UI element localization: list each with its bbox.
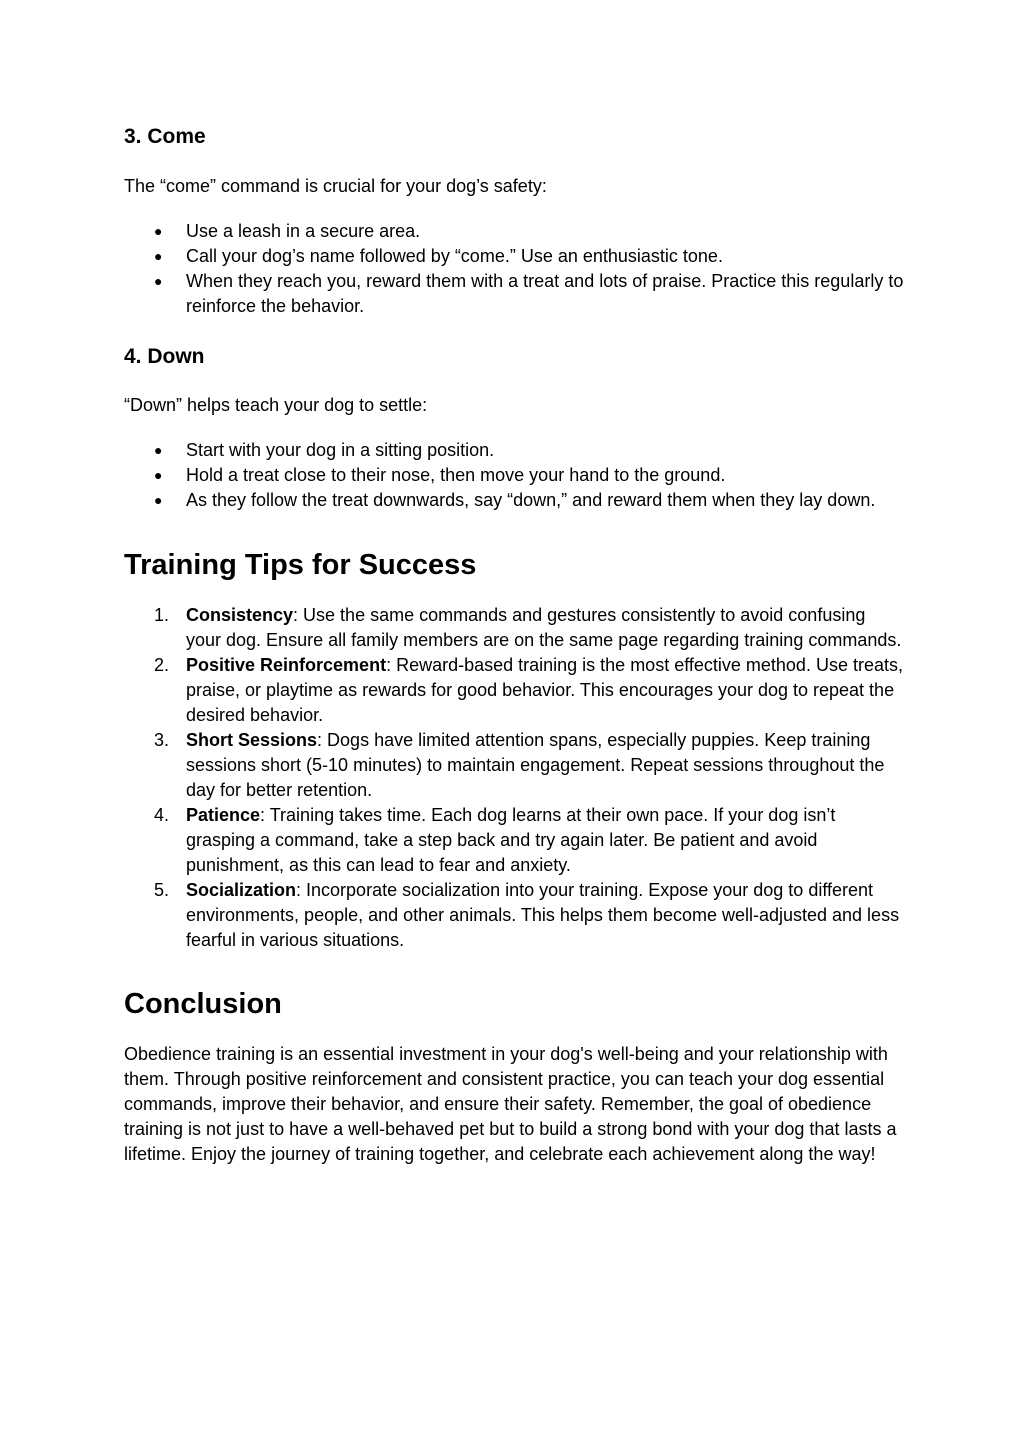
- bullet-list-down: [124, 438, 904, 513]
- tip-text: : Dogs have limited attention spans, especially puppies. Keep training sessions short (5-10 minutes) to maintain engagement. Repeat sessions throughout the day for better retention.: [186, 730, 885, 800]
- list-item: [124, 219, 904, 244]
- tip-term: Socialization: [186, 880, 297, 900]
- tip-term: Positive Reinforcement: [186, 655, 387, 675]
- list-item-text: Hold a treat close to their nose, then move your hand to the ground.: [186, 465, 726, 485]
- list-item: [124, 244, 904, 269]
- list-number: 2.: [154, 655, 170, 675]
- bullet-icon: ●: [154, 467, 163, 483]
- section-intro-come: The “come” command is crucial for your dog’s safety:: [124, 176, 547, 196]
- list-item: [124, 728, 904, 803]
- conclusion-paragraph: Obedience training is an essential investment in your dog's well-being and your relationship with them. Through positive reinforcement and consistent practice, you can teach your dog essential commands, improve their behavior, and ensure their safety. Remember, the goal of obedience training is not just to have a well-behaved pet but to build a strong bond with your dog that lasts a lifetime. Enjoy the journey of training together, and celebrate each achievement along the way!: [124, 1044, 897, 1164]
- bullet-icon: ●: [154, 492, 163, 508]
- numbered-list-training-tips: [124, 603, 904, 953]
- section-heading-conclusion: Conclusion: [124, 988, 282, 1020]
- list-item: [124, 653, 904, 728]
- section-heading-down: 4. Down: [124, 345, 205, 368]
- tip-term: Patience: [186, 805, 261, 825]
- list-item-text: Call your dog’s name followed by “come.” Use an enthusiastic tone.: [186, 246, 723, 266]
- tip-text: : Use the same commands and gestures consistently to avoid confusing your dog. Ensure all family members are on the same page regarding training commands.: [186, 605, 902, 650]
- list-item-text: As they follow the treat downwards, say “down,” and reward them when they lay down.: [186, 490, 876, 510]
- list-item-text: Start with your dog in a sitting position.: [186, 440, 495, 460]
- bullet-icon: ●: [154, 248, 163, 264]
- list-item-text: Use a leash in a secure area.: [186, 221, 421, 241]
- list-number: 3.: [154, 730, 170, 750]
- section-heading-training-tips: Training Tips for Success: [124, 549, 477, 581]
- list-number: 4.: [154, 805, 170, 825]
- list-item: [124, 488, 904, 513]
- bullet-icon: ●: [154, 223, 163, 239]
- list-number: 5.: [154, 880, 170, 900]
- bullet-list-come: [124, 219, 904, 319]
- list-item: [124, 803, 904, 878]
- bullet-icon: ●: [154, 273, 163, 289]
- list-item: [124, 269, 904, 319]
- tip-text: : Training takes time. Each dog learns at their own pace. If your dog isn’t grasping a command, take a step back and try again later. Be patient and avoid punishment, as this can lead to fear and anxiety.: [186, 805, 836, 875]
- list-item: [124, 603, 904, 653]
- section-heading-come: 3. Come: [124, 125, 206, 148]
- tip-text: : Reward-based training is the most effective method. Use treats, praise, or playtime as rewards for good behavior. This encourages your dog to repeat the desired behavior.: [186, 655, 903, 725]
- list-item: [124, 438, 904, 463]
- tip-term: Consistency: [186, 605, 294, 625]
- tip-term: Short Sessions: [186, 730, 318, 750]
- list-number: 1.: [154, 605, 170, 625]
- tip-text: : Incorporate socialization into your training. Expose your dog to different environments, people, and other animals. This helps them become well-adjusted and less fearful in various situations.: [186, 880, 900, 950]
- document-page: [124, 124, 904, 1167]
- section-intro-down: “Down” helps teach your dog to settle:: [124, 395, 428, 415]
- list-item: [124, 463, 904, 488]
- bullet-icon: ●: [154, 442, 163, 458]
- list-item-text: When they reach you, reward them with a treat and lots of praise. Practice this regularly to reinforce the behavior.: [186, 271, 904, 316]
- list-item: [124, 878, 904, 953]
